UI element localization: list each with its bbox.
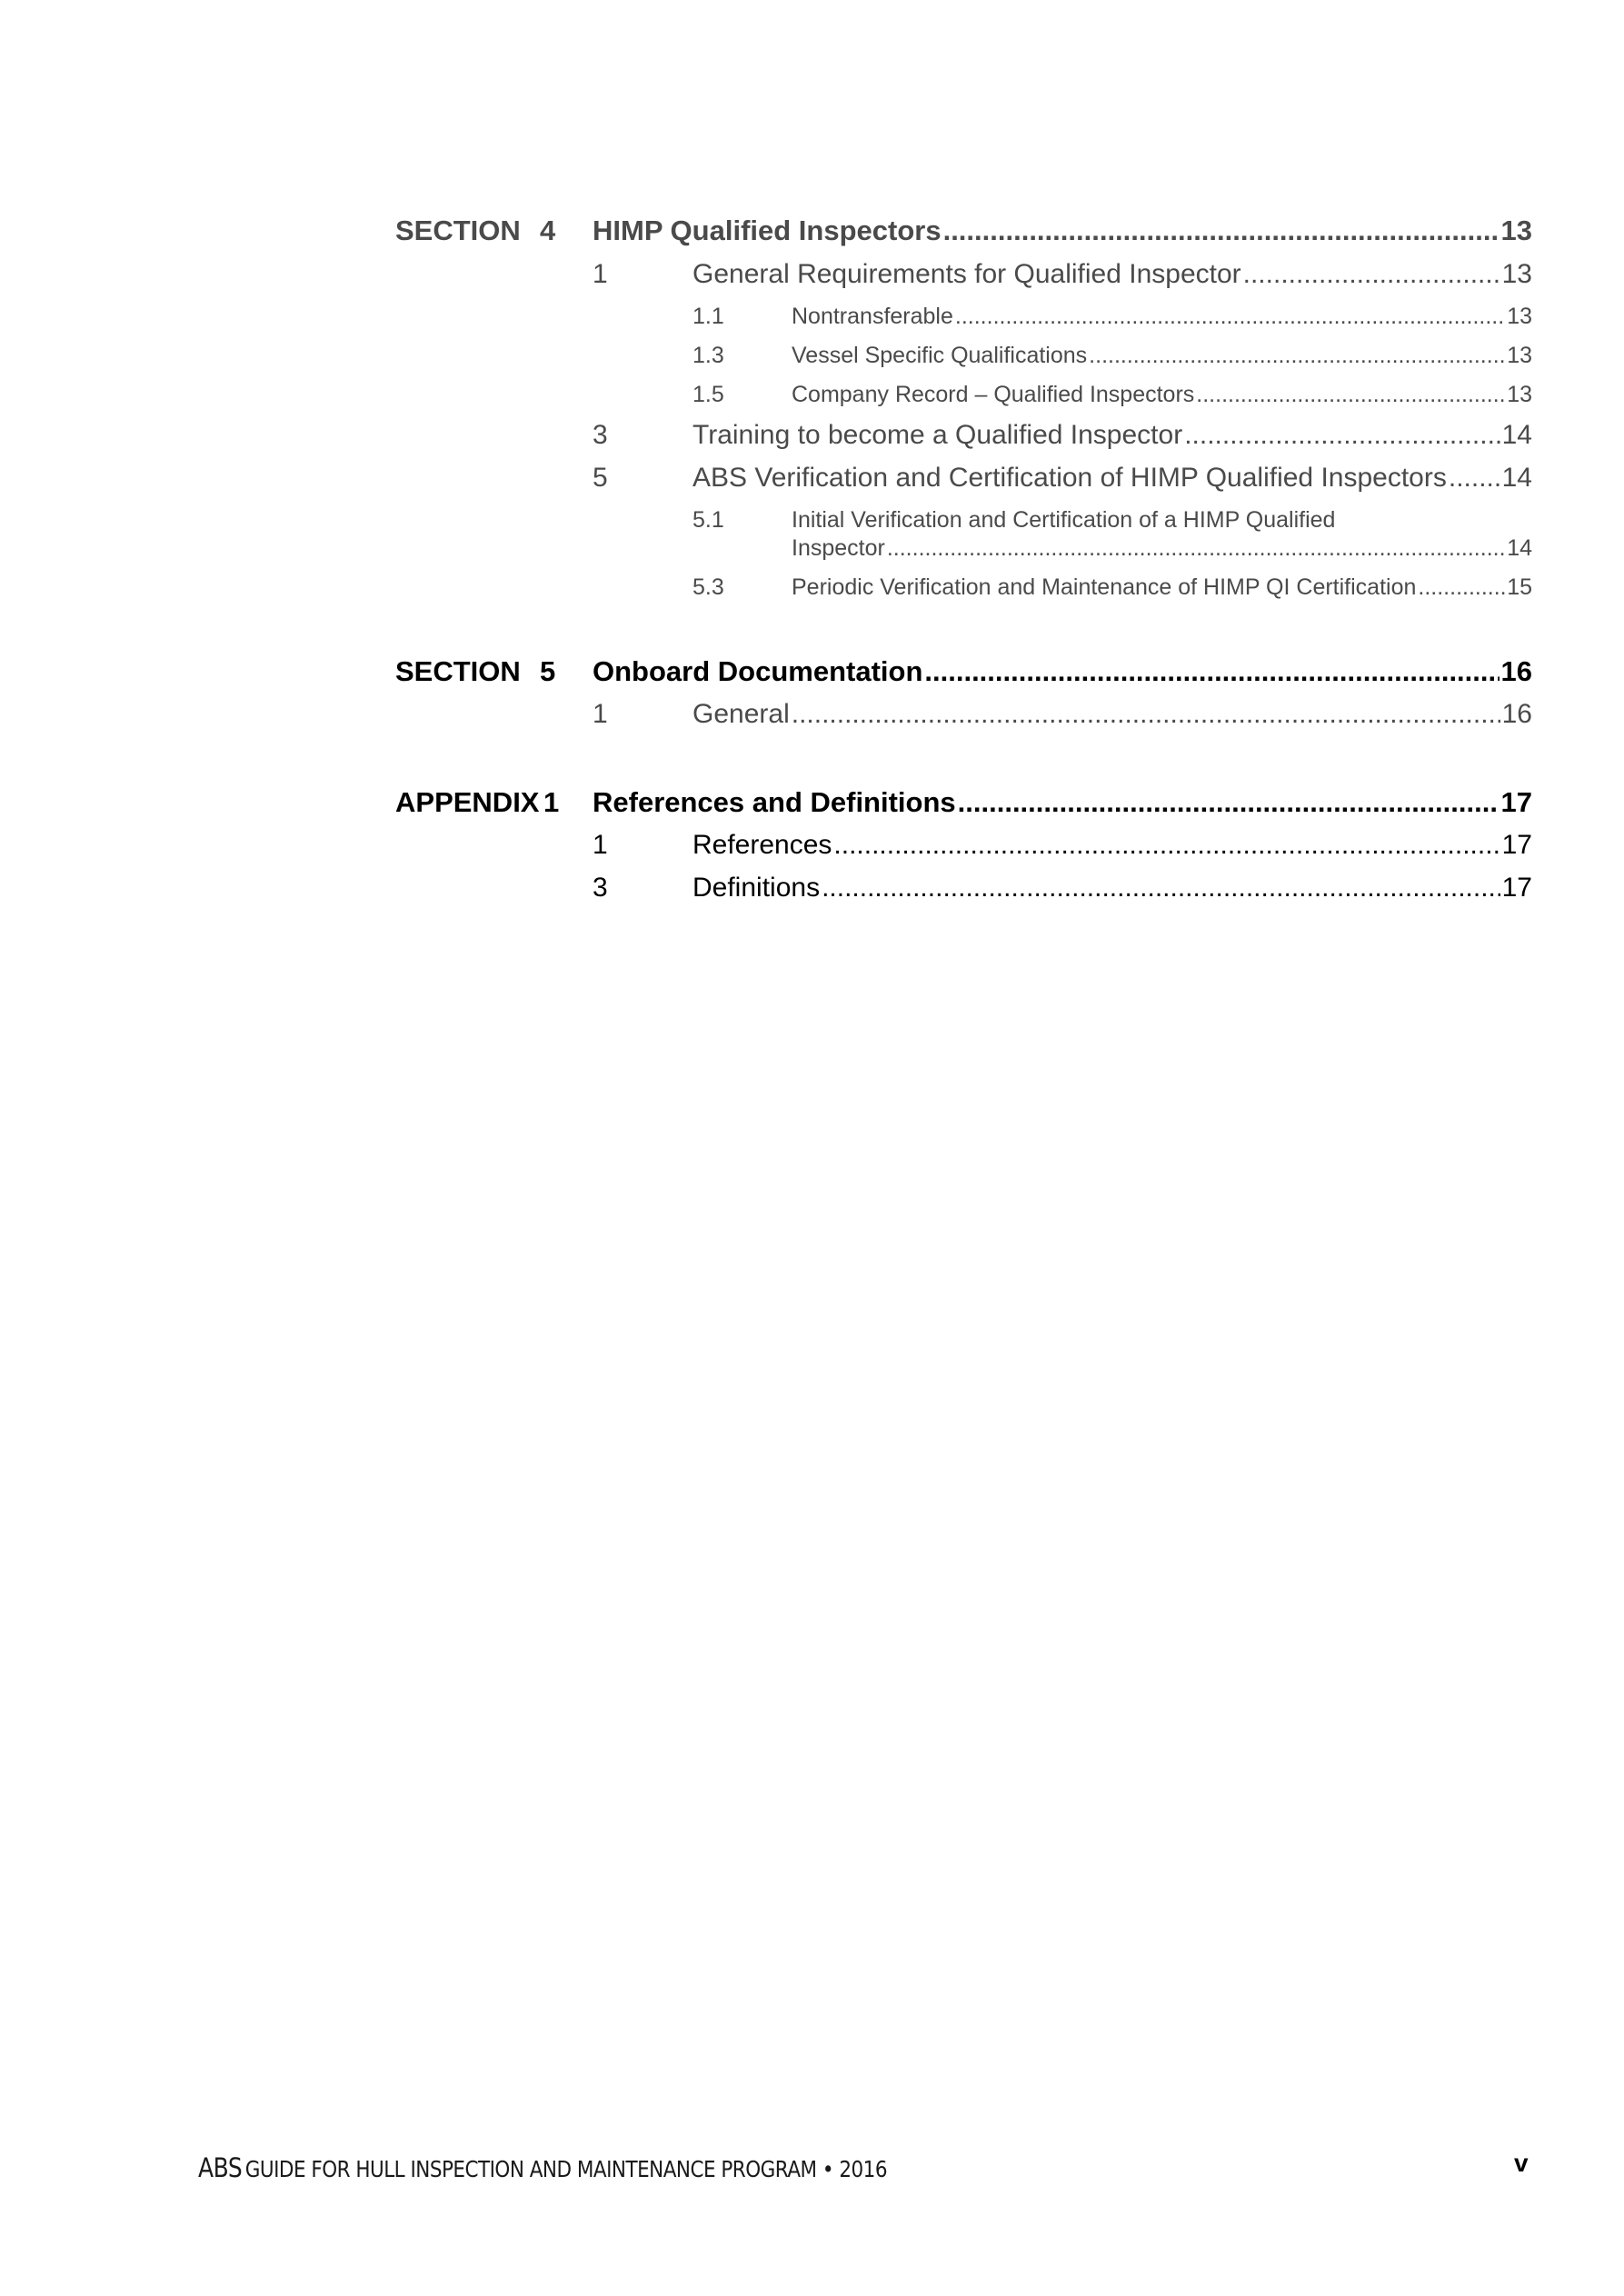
dot-leader xyxy=(955,304,1505,330)
section-number: 4 xyxy=(540,215,556,246)
toc-entry-subitem[interactable] xyxy=(792,574,1532,601)
subitem-number: 1.1 xyxy=(692,304,724,329)
entry-title: References xyxy=(692,830,832,860)
entry-page: 17 xyxy=(1501,873,1532,903)
toc-entry-section-4[interactable] xyxy=(593,215,1532,247)
toc-entry-subitem[interactable] xyxy=(792,343,1532,369)
entry-page: 16 xyxy=(1500,655,1532,687)
entry-title: HIMP Qualified Inspectors xyxy=(593,215,942,246)
entry-title: ABS Verification and Certification of HIMP Qualified Inspectors xyxy=(692,463,1447,493)
subitem-number: 1.5 xyxy=(692,382,724,407)
appendix-number: 1 xyxy=(543,786,560,818)
dot-leader xyxy=(887,535,1505,562)
item-number: 1 xyxy=(593,259,608,289)
item-number: 5 xyxy=(593,463,608,493)
entry-page: 13 xyxy=(1500,215,1532,246)
entry-page: 14 xyxy=(1501,463,1532,493)
toc-entry-item[interactable] xyxy=(692,830,1532,861)
toc-entry-section-5[interactable] xyxy=(593,655,1532,688)
entry-page: 17 xyxy=(1501,830,1532,860)
dot-leader xyxy=(924,655,1499,688)
toc-entry-subitem[interactable] xyxy=(792,535,1532,562)
entry-title-line2: Inspector xyxy=(792,535,885,561)
dot-leader xyxy=(1184,420,1499,451)
entry-title: Training to become a Qualified Inspector xyxy=(692,420,1183,450)
toc-entry-item[interactable] xyxy=(692,420,1532,451)
entry-title: Definitions xyxy=(692,873,821,903)
section-number: 5 xyxy=(540,655,556,687)
page-footer xyxy=(198,2152,887,2183)
dot-leader xyxy=(792,699,1500,730)
dot-leader xyxy=(1243,259,1500,290)
entry-page: 15 xyxy=(1507,574,1532,600)
entry-page: 17 xyxy=(1500,786,1532,818)
toc-entry-item[interactable] xyxy=(692,463,1532,494)
dot-leader xyxy=(1089,343,1505,369)
entry-title: Company Record – Qualified Inspectors xyxy=(792,382,1195,407)
entry-page: 13 xyxy=(1507,304,1532,329)
entry-page: 13 xyxy=(1507,343,1532,368)
dot-leader xyxy=(1418,574,1505,601)
abs-logo-text: ABS xyxy=(198,2152,243,2183)
appendix-label: APPENDIX xyxy=(395,786,540,818)
dot-leader xyxy=(833,830,1499,861)
entry-title: Onboard Documentation xyxy=(593,655,923,687)
dot-leader xyxy=(958,786,1499,819)
item-number: 3 xyxy=(593,873,608,903)
footer-title: GUIDE FOR HULL INSPECTION AND MAINTENANCE PROGRAM • 2016 xyxy=(244,2156,888,2182)
section-label: SECTION xyxy=(395,655,521,687)
toc-entry-appendix-1[interactable] xyxy=(593,786,1532,819)
entry-title: Nontransferable xyxy=(792,304,953,329)
entry-page: 16 xyxy=(1501,699,1532,729)
entry-page: 13 xyxy=(1507,382,1532,407)
item-number: 1 xyxy=(593,830,608,860)
toc-entry-item[interactable] xyxy=(692,873,1532,903)
entry-title: General Requirements for Qualified Inspector xyxy=(692,259,1241,289)
entry-page: 14 xyxy=(1507,535,1532,561)
subitem-number: 5.1 xyxy=(692,507,724,533)
entry-title: General xyxy=(692,699,790,729)
subitem-number: 5.3 xyxy=(692,574,724,600)
page-number: v xyxy=(1514,2149,1529,2177)
toc-entry-subitem[interactable] xyxy=(792,304,1532,330)
dot-leader xyxy=(1196,382,1505,408)
toc-entry-subitem[interactable] xyxy=(792,382,1532,408)
entry-title-line1[interactable]: Initial Verification and Certification of a HIMP Qualified xyxy=(792,507,1336,533)
dot-leader xyxy=(943,215,1499,247)
entry-title: References and Definitions xyxy=(593,786,956,818)
toc-entry-item[interactable] xyxy=(692,259,1532,290)
item-number: 1 xyxy=(593,699,608,729)
entry-title: Periodic Verification and Maintenance of HIMP QI Certification xyxy=(792,574,1417,600)
dot-leader xyxy=(1449,463,1500,494)
item-number: 3 xyxy=(593,420,608,450)
dot-leader xyxy=(822,873,1500,903)
subitem-number: 1.3 xyxy=(692,343,724,368)
entry-page: 14 xyxy=(1501,420,1532,450)
toc-entry-item[interactable] xyxy=(692,699,1532,730)
section-label: SECTION xyxy=(395,215,521,246)
entry-page: 13 xyxy=(1501,259,1532,289)
entry-title: Vessel Specific Qualifications xyxy=(792,343,1088,368)
